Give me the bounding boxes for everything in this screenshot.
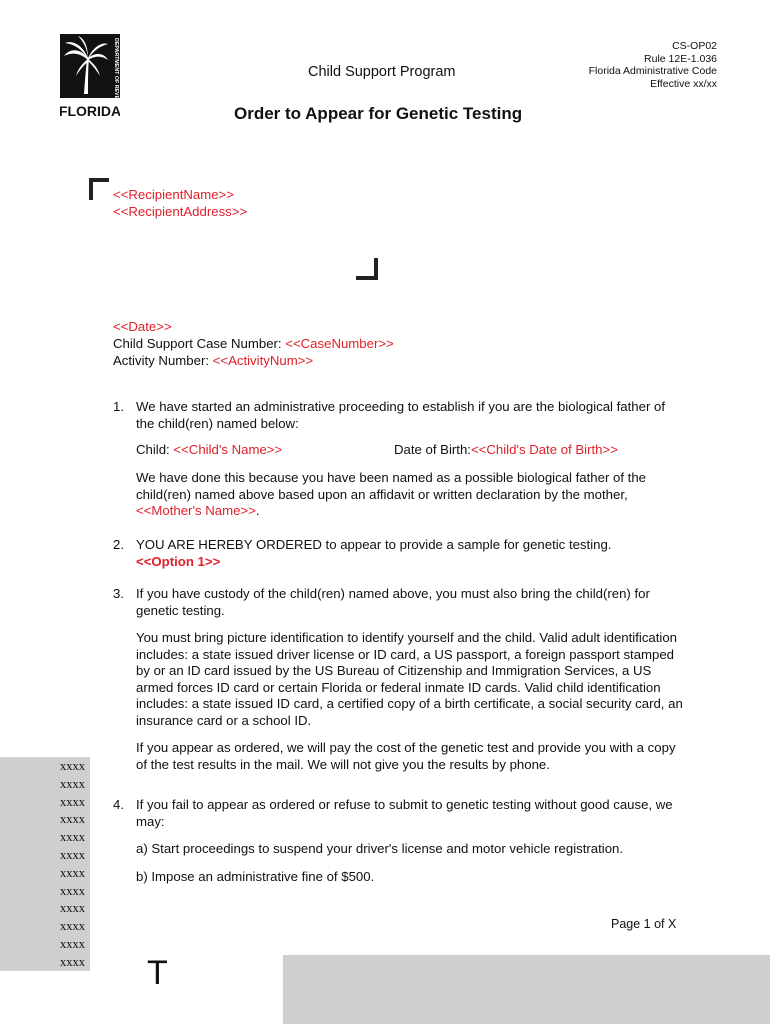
xxxx-line: xxxx [60, 919, 85, 934]
xxxx-line: xxxx [60, 759, 85, 773]
item-number: 1. [113, 399, 124, 414]
period: . [255, 503, 260, 518]
dob-value: <<Child's Date of Birth>> [470, 442, 618, 457]
activity-number-label: Activity Number: [113, 353, 213, 368]
xxxx-line: xxxx [60, 901, 85, 916]
address-window-corner-top-left [89, 178, 109, 200]
form-effective: Effective xx/xx [650, 77, 717, 90]
activity-number-line [113, 352, 394, 369]
xxxx-line: xxxx [60, 794, 85, 809]
item-text: If you fail to appear as ordered or refuse to submit to genetic testing without good cause, we may: [136, 797, 673, 829]
activity-number-value: <<ActivityNum>> [212, 353, 314, 368]
child-label: Child: [136, 442, 174, 457]
form-identification [589, 40, 717, 90]
logo-florida-text: FLORIDA [60, 103, 120, 119]
mother-name-value: <<Mother's Name>> [136, 503, 256, 518]
numbered-item-1 [113, 399, 683, 520]
form-rule: Rule 12E-1.036 [644, 52, 717, 65]
xxxx-line: xxxx [60, 830, 85, 845]
item-text: If you have custody of the child(ren) named above, you must also bring the child(ren) for genetic testing. [136, 586, 650, 618]
item-number: 2. [113, 537, 124, 552]
xxxx-line: xxxx [60, 776, 85, 791]
identification-paragraph: You must bring picture identification to identify yourself and the child. Valid adult identification includes: a state issued driver license or ID card, a US passport, a foreign passport stamped by or an ID card issued by the US Bureau of Citizenship and Immigration Services, a US armed forces ID card or certain Florida or federal inmate ID cards. Valid child identification includes: a state issued ID card, a certified copy of a birth certificate, a social security card, an insurance card or a school ID. [136, 630, 683, 728]
numbered-item-4 [113, 797, 683, 885]
child-name-value: <<Child's Name>> [173, 442, 283, 457]
child-name-line [136, 442, 282, 459]
option-placeholder: <<Option 1>> [136, 553, 221, 569]
case-meta [113, 318, 394, 369]
cost-paragraph: If you appear as ordered, we will pay the cost of the genetic test and provide you with a copy of the test results in the mail. We will not give you the results by phone. [136, 740, 676, 772]
xxxx-line: xxxx [60, 865, 85, 880]
item-text: We have started an administrative proceeding to establish if you are the biological father of the child(ren) named below: [136, 399, 666, 431]
case-number-label: Child Support Case Number: [113, 336, 286, 351]
program-name: Child Support Program [308, 64, 456, 80]
case-number-value: <<CaseNumber>> [285, 336, 394, 351]
affidavit-paragraph [136, 470, 683, 520]
address-window-corner-bottom-right [356, 258, 378, 280]
logo-dept-text: DEPARTMENT OF REVENUE [113, 38, 119, 111]
form-code: Florida Administrative Code [588, 65, 717, 77]
consequence-a: a) Start proceedings to suspend your driver's license and motor vehicle registration. [136, 841, 624, 856]
item-text: YOU ARE HEREBY ORDERED to appear to provide a sample for genetic testing. [136, 537, 612, 552]
case-number-line [113, 335, 394, 352]
item-number: 3. [113, 586, 124, 601]
document-title: Order to Appear for Genetic Testing [234, 104, 523, 123]
xxxx-line: xxxx [60, 847, 85, 862]
page-number: Page 1 of X [611, 917, 677, 931]
child-row [136, 442, 683, 459]
affidavit-text: We have done this because you have been named as a possible biological father of the child(ren) named above based upon an affidavit or written declaration by the mother, [136, 470, 647, 502]
xxxx-line: xxxx [60, 812, 85, 827]
numbered-item-3 [113, 586, 683, 773]
recipient-name: <<RecipientName>> [113, 187, 234, 202]
form-number: CS-OP02 [672, 40, 717, 52]
dob-label: Date of Birth: [394, 442, 471, 457]
t-mark: T [147, 954, 168, 992]
consequence-b: b) Impose an administrative fine of $500. [136, 868, 375, 884]
numbered-item-2 [113, 537, 683, 570]
xxxx-column [60, 758, 85, 972]
xxxx-line: xxxx [60, 954, 85, 969]
child-dob-line [394, 442, 618, 459]
florida-dor-logo [60, 34, 120, 120]
bottom-gray-block [283, 955, 770, 1024]
recipient-block [113, 186, 247, 220]
date-field: <<Date>> [113, 319, 172, 334]
recipient-address: <<RecipientAddress>> [113, 204, 248, 219]
xxxx-line: xxxx [60, 936, 85, 951]
xxxx-line: xxxx [60, 883, 85, 898]
item-number: 4. [113, 797, 124, 812]
